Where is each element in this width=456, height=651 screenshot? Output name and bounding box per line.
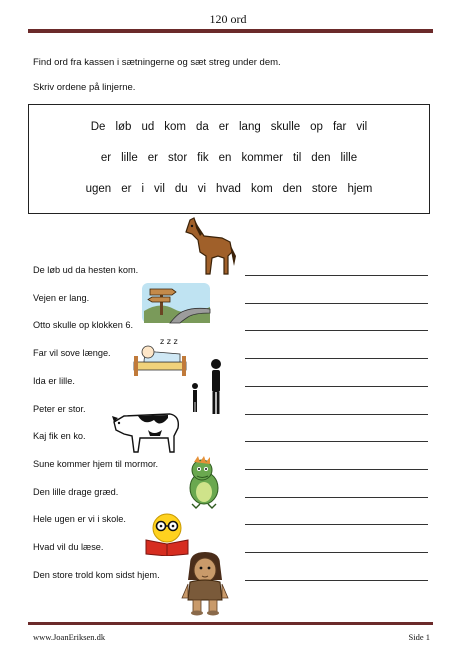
road-sign-icon (140, 277, 212, 327)
sentence-text: Far vil sove længe. (33, 348, 111, 359)
box-word: far (332, 121, 347, 133)
box-word: kommer (241, 152, 283, 164)
answer-line[interactable] (245, 330, 428, 331)
answer-line[interactable] (245, 469, 428, 470)
answer-line[interactable] (245, 414, 428, 415)
instruction-line: Skriv ordene på linjerne. (33, 82, 136, 93)
sentence-text: Vejen er lang. (33, 292, 90, 303)
box-word: De (90, 121, 106, 133)
box-word: den (282, 183, 302, 195)
sentence-text: Den store trold kom sidst hjem. (33, 569, 160, 580)
answer-line[interactable] (245, 358, 428, 359)
box-word: ud (141, 121, 155, 133)
word-row (29, 121, 429, 133)
box-word: kom (250, 183, 273, 195)
sentence-text: Ida er lille. (33, 375, 75, 386)
box-word: kom (164, 121, 186, 133)
box-word: ugen (85, 183, 112, 195)
svg-text:z z z: z z z (160, 337, 178, 346)
answer-line[interactable] (245, 580, 428, 581)
box-word: fik (197, 152, 209, 164)
word-row (29, 183, 429, 195)
box-word: da (195, 121, 209, 133)
footer-rule (28, 622, 433, 625)
box-word: lille (340, 152, 358, 164)
sleeping-bed-icon (130, 332, 190, 378)
box-word: til (292, 152, 302, 164)
box-word: den (311, 152, 331, 164)
box-word: skulle (270, 121, 301, 133)
box-word: du (174, 183, 188, 195)
footer-website: www.JoanEriksen.dk (33, 632, 106, 642)
answer-line[interactable] (245, 386, 428, 387)
answer-line[interactable] (245, 524, 428, 525)
answer-line[interactable] (245, 275, 428, 276)
box-word: er (121, 183, 132, 195)
box-word: en (218, 152, 232, 164)
sentence-text: Otto skulle op klokken 6. (33, 320, 134, 331)
instruction-line: Find ord fra kassen i sætningerne og sæt streg under dem. (33, 57, 281, 68)
word-row (29, 152, 429, 164)
header-rule (28, 29, 433, 33)
sentence-text: Sune kommer hjem til mormor. (33, 458, 159, 469)
sentence-text: Hvad vil du læse. (33, 542, 104, 552)
box-word: vi (197, 183, 206, 195)
page-title: 120 ord (209, 12, 247, 26)
troll-icon (180, 550, 230, 616)
box-word: lang (239, 121, 261, 133)
sentence-text: Peter er stor. (33, 403, 86, 414)
cow-icon (110, 406, 184, 454)
sentence-text: Kaj fik en ko. (33, 431, 86, 442)
box-word: hvad (216, 183, 241, 195)
box-word: store (311, 183, 338, 195)
box-word: i (141, 183, 145, 195)
answer-line[interactable] (245, 497, 428, 498)
box-word: løb (115, 121, 132, 133)
answer-line[interactable] (245, 303, 428, 304)
box-word: er (100, 152, 112, 164)
sentence-text: Hele ugen er vi i skole. (33, 514, 126, 525)
box-word: vil (154, 183, 165, 195)
horse-icon (182, 216, 240, 278)
sentence-text: De løb ud da hesten kom. (33, 265, 139, 275)
box-word: stor (167, 152, 188, 164)
small-and-tall-figures-icon (186, 356, 234, 416)
box-word: lille (121, 152, 138, 164)
footer-page-number: Side 1 (408, 632, 430, 642)
dragon-icon (184, 454, 224, 510)
box-word: er (147, 152, 158, 164)
answer-line[interactable] (245, 552, 428, 553)
box-word: hjem (347, 183, 373, 195)
word-box (28, 104, 430, 214)
box-word: op (310, 121, 323, 133)
answer-line[interactable] (245, 441, 428, 442)
sentence-text: Den lille drage græd. (33, 486, 119, 497)
box-word: vil (356, 121, 368, 133)
box-word: er (218, 121, 229, 133)
